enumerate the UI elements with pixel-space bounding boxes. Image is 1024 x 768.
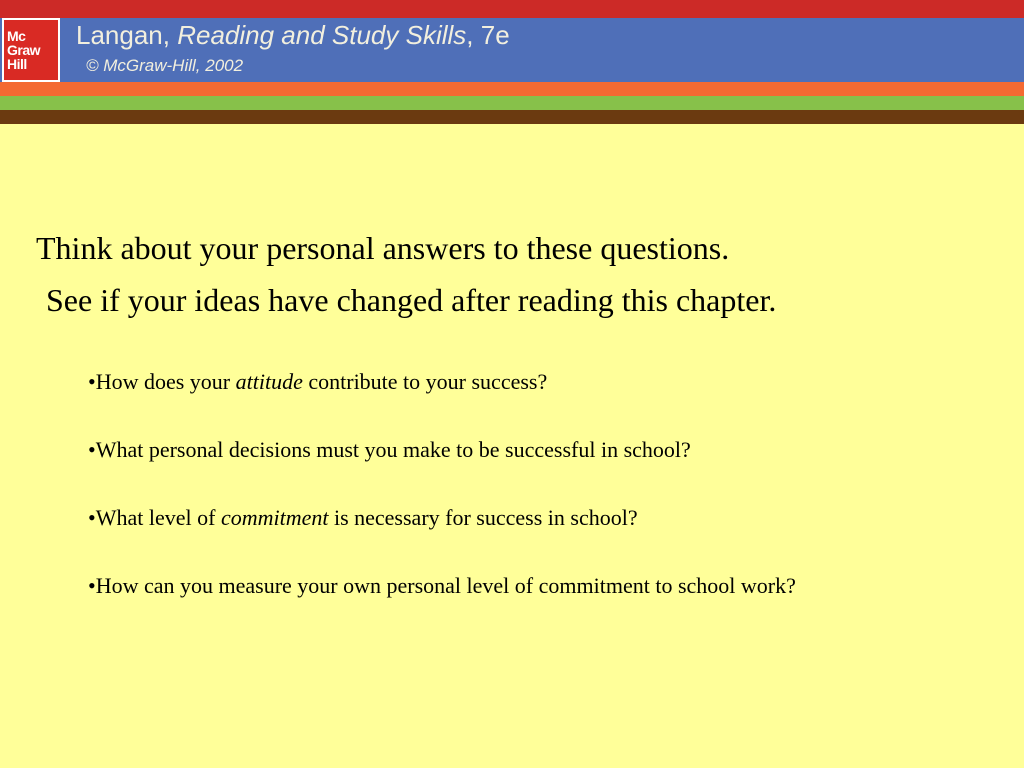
question-emphasis: attitude	[235, 369, 303, 394]
question-text: •How does your	[88, 369, 236, 394]
header-stripe-green	[0, 96, 1024, 110]
question-text: •What level of	[88, 505, 221, 530]
question-item	[88, 365, 968, 399]
question-text: •What personal decisions must you make to be successful in school?	[88, 437, 691, 462]
header-copyright: © McGraw-Hill, 2002	[86, 56, 244, 75]
title-author: Langan,	[76, 20, 178, 50]
intro-line-1: Think about your personal answers to these questions.	[36, 230, 730, 266]
header-stripe-red	[0, 0, 1024, 18]
title-edition: , 7e	[466, 20, 510, 50]
mcgraw-hill-logo	[2, 18, 60, 82]
intro-line-2: See if your ideas have changed after reading this chapter.	[46, 282, 777, 318]
question-item	[88, 501, 968, 535]
question-text-end: contribute to your success?	[302, 369, 548, 394]
logo-line-2: Graw	[7, 42, 41, 58]
header-stripe-brown	[0, 110, 1024, 124]
intro-text	[36, 222, 776, 326]
header-stripe-orange	[0, 82, 1024, 96]
question-text-end: is necessary for success in school?	[328, 505, 638, 530]
logo-line-3: Hill	[7, 56, 27, 72]
question-item	[88, 569, 968, 603]
question-item	[88, 433, 968, 467]
question-emphasis: commitment	[220, 505, 329, 530]
question-list	[88, 365, 968, 603]
title-book: Reading and Study Skills	[177, 20, 467, 50]
header-title	[76, 20, 510, 51]
question-text: •How can you measure your own personal level of commitment to school work?	[88, 573, 796, 598]
logo-line-1: Mc	[7, 28, 26, 44]
